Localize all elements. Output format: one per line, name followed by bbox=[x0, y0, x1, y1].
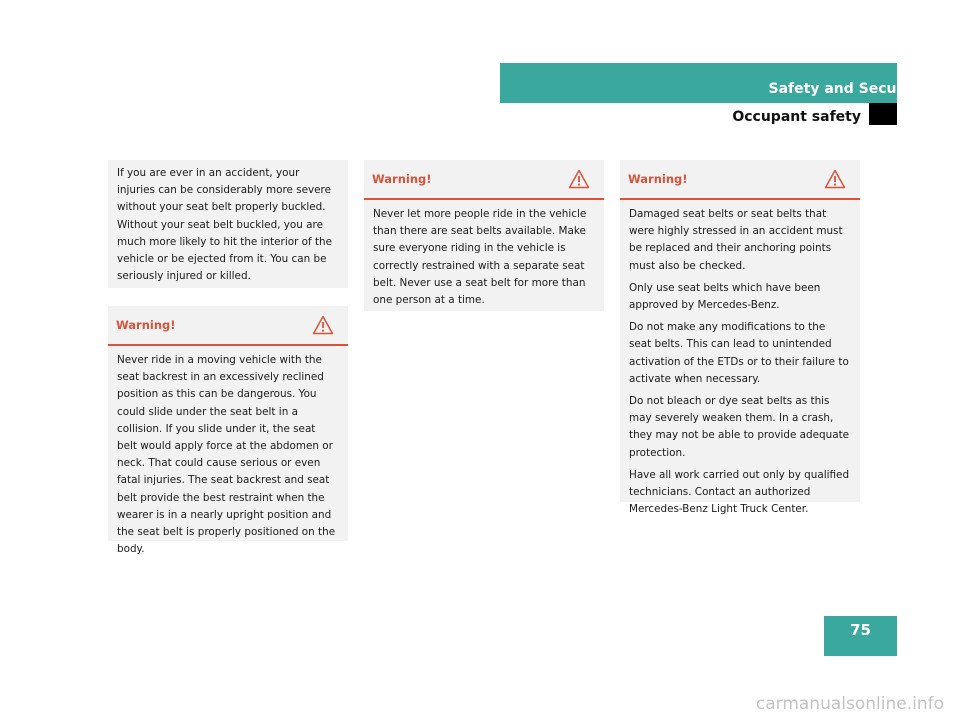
warning-triangle-icon bbox=[312, 315, 334, 335]
warning-body bbox=[108, 346, 348, 571]
warning-triangle-icon bbox=[824, 169, 846, 189]
warning-paragraph: Have all work carried out only by qualified technicians. Contact an authorized Mercedes-Benz Light Truck Center. bbox=[629, 468, 850, 516]
warning-paragraph: Do not bleach or dye seat belts as this may severely weaken them. In a crash, they may not be able to provide adequate protection. bbox=[629, 395, 850, 459]
watermark: carmanualsonline.info bbox=[755, 694, 944, 714]
section-tab-marker bbox=[869, 103, 897, 125]
warning-box-passengers bbox=[364, 160, 604, 311]
intro-text: If you are ever in an accident, your injuries can be considerably more severe without your seat belt properly buckled. Without your seat belt buckled, you are much more likely to hit the interior of the vehicle or be ejected from it. You can be seriously injured or killed. bbox=[117, 167, 333, 283]
warning-header bbox=[620, 160, 860, 200]
warning-header bbox=[108, 306, 348, 346]
warning-label: Warning! bbox=[116, 318, 176, 332]
page-number-box bbox=[824, 616, 897, 656]
warning-paragraph: Damaged seat belts or seat belts that were highly stressed in an accident must be replaced and their anchoring points must also be checked. bbox=[629, 208, 843, 272]
warning-label: Warning! bbox=[628, 172, 688, 186]
warning-paragraph: Do not make any modifications to the seat belts. This can lead to unintended activation of the ETDs or to their failure to activate when necessary. bbox=[629, 321, 849, 385]
intro-box bbox=[108, 160, 348, 288]
warning-body bbox=[620, 200, 860, 531]
warning-label: Warning! bbox=[372, 172, 432, 186]
warning-paragraph: Never ride in a moving vehicle with the seat backrest in an excessively reclined position as this can be dangerous. You could slide under the seat belt in a collision. If you slide under it, the seat belt would apply force at the abdomen or neck. That could cause serious or even fatal injuries. The seat backrest and seat belt provide the best restraint when the wearer is in a nearly upright position and the seat belt is properly positioned on the body. bbox=[117, 354, 336, 556]
subsection-title: Occupant safety bbox=[732, 109, 861, 125]
warning-body bbox=[364, 200, 604, 322]
warning-paragraph: Only use seat belts which have been approved by Mercedes-Benz. bbox=[629, 281, 821, 312]
warning-box-recline bbox=[108, 306, 348, 556]
warning-box-damaged-belts bbox=[620, 160, 860, 516]
warning-paragraph: Never let more people ride in the vehicle than there are seat belts available. Make sure everyone riding in the vehicle is correctly restrained with a separate seat belt. Never use a seat belt for more than one person at a time. bbox=[373, 208, 587, 307]
section-title: Safety and Security bbox=[768, 81, 924, 97]
page-number: 75 bbox=[850, 621, 871, 639]
warning-triangle-icon bbox=[568, 169, 590, 189]
warning-header bbox=[364, 160, 604, 200]
